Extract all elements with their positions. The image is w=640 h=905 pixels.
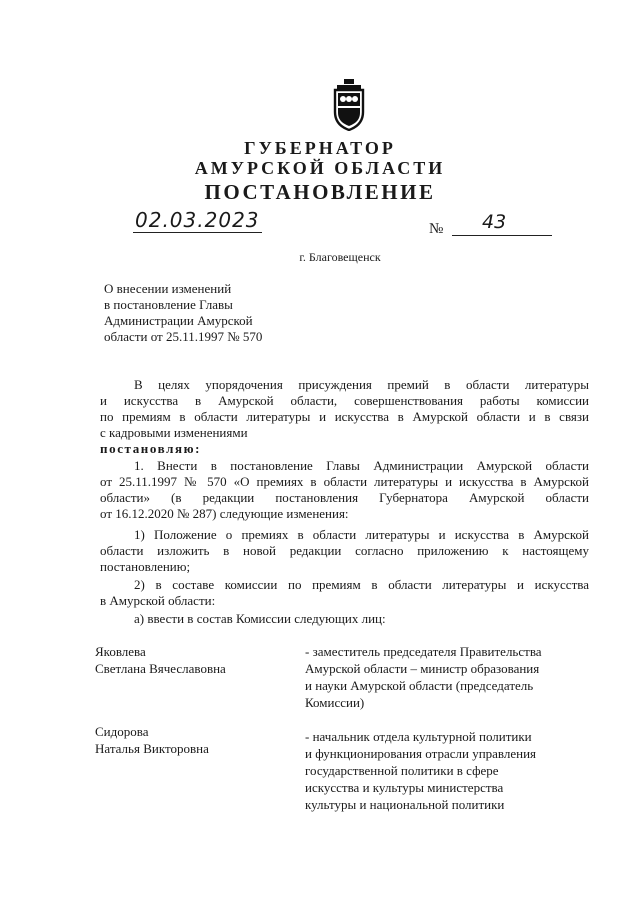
- role-line: и функционирования отрасли управления: [305, 746, 537, 761]
- role-line: и науки Амурской области (председатель: [305, 678, 534, 693]
- item1-1-line: постановлению;: [100, 559, 191, 574]
- preamble-line: В целях упорядочения присуждения премий в области литературы: [134, 377, 589, 392]
- role-line: - начальник отдела культурной политики: [305, 729, 532, 744]
- preamble-line: и искусства в Амурской области, совершенствования работы комиссии: [100, 393, 589, 408]
- item1-2-line: 2) в составе комиссии по премиям в области литературы и искусства: [134, 577, 589, 592]
- item1-1-line: 1) Положение о премиях в области литературы и искусства в Амурской: [134, 527, 589, 542]
- subject-line: О внесении изменений: [104, 281, 232, 296]
- decree-date: 02.03.2023: [135, 208, 260, 232]
- subject-line: Администрации Амурской: [104, 313, 253, 328]
- role-line: Комиссии): [305, 695, 365, 710]
- item1-line: от 25.11.1997 № 570 «О премиях в области литературы и искусства в Амурской: [100, 474, 589, 489]
- member-name: [95, 643, 226, 677]
- member-role: [305, 728, 536, 813]
- item1-line: области» (в редакции постановления Губернатора Амурской области: [100, 490, 589, 505]
- member-given-name: Наталья Викторовна: [95, 741, 209, 756]
- document-type: ПОСТАНОВЛЕНИЕ: [204, 180, 436, 204]
- member-role: [305, 643, 542, 711]
- item1-line: от 16.12.2020 № 287) следующие изменения:: [100, 506, 349, 521]
- item1-2-line: в Амурской области:: [100, 593, 216, 608]
- header-title: ГУБЕРНАТОР: [244, 138, 396, 158]
- role-line: искусства и культуры министерства: [305, 780, 504, 795]
- role-line: Амурской области – министр образования: [305, 661, 540, 676]
- number-underline: [452, 235, 552, 236]
- item1-1-line: области изложить в новой редакции согласно приложению к настоящему: [100, 543, 589, 558]
- member-given-name: Светлана Вячеславовна: [95, 661, 226, 676]
- item1-2a: а) ввести в состав Комиссии следующих лиц:: [134, 611, 386, 626]
- subject-block: [104, 281, 262, 345]
- preamble-line: с кадровыми изменениями: [100, 425, 248, 440]
- role-line: культуры и национальной политики: [305, 797, 505, 812]
- item1-line: 1. Внести в постановление Главы Администрации Амурской области: [134, 458, 589, 473]
- decree-number: 43: [482, 211, 507, 233]
- coat-of-arms-icon: [329, 79, 369, 131]
- preamble-line: по премиям в области литературы и искусства в Амурской области и в связи: [100, 409, 589, 424]
- number-sign: №: [429, 221, 444, 237]
- decree-word: постановляю:: [100, 441, 202, 456]
- role-line: - заместитель председателя Правительства: [305, 644, 542, 659]
- member-surname: Яковлева: [95, 644, 146, 659]
- subject-line: области от 25.11.1997 № 570: [104, 329, 263, 344]
- city: г. Благовещенск: [299, 250, 381, 264]
- member-surname: Сидорова: [95, 724, 149, 739]
- role-line: государственной политики в сфере: [305, 763, 499, 778]
- member-name: [95, 723, 209, 757]
- header-region: АМУРСКОЙ ОБЛАСТИ: [194, 158, 446, 178]
- subject-line: в постановление Главы: [104, 297, 233, 312]
